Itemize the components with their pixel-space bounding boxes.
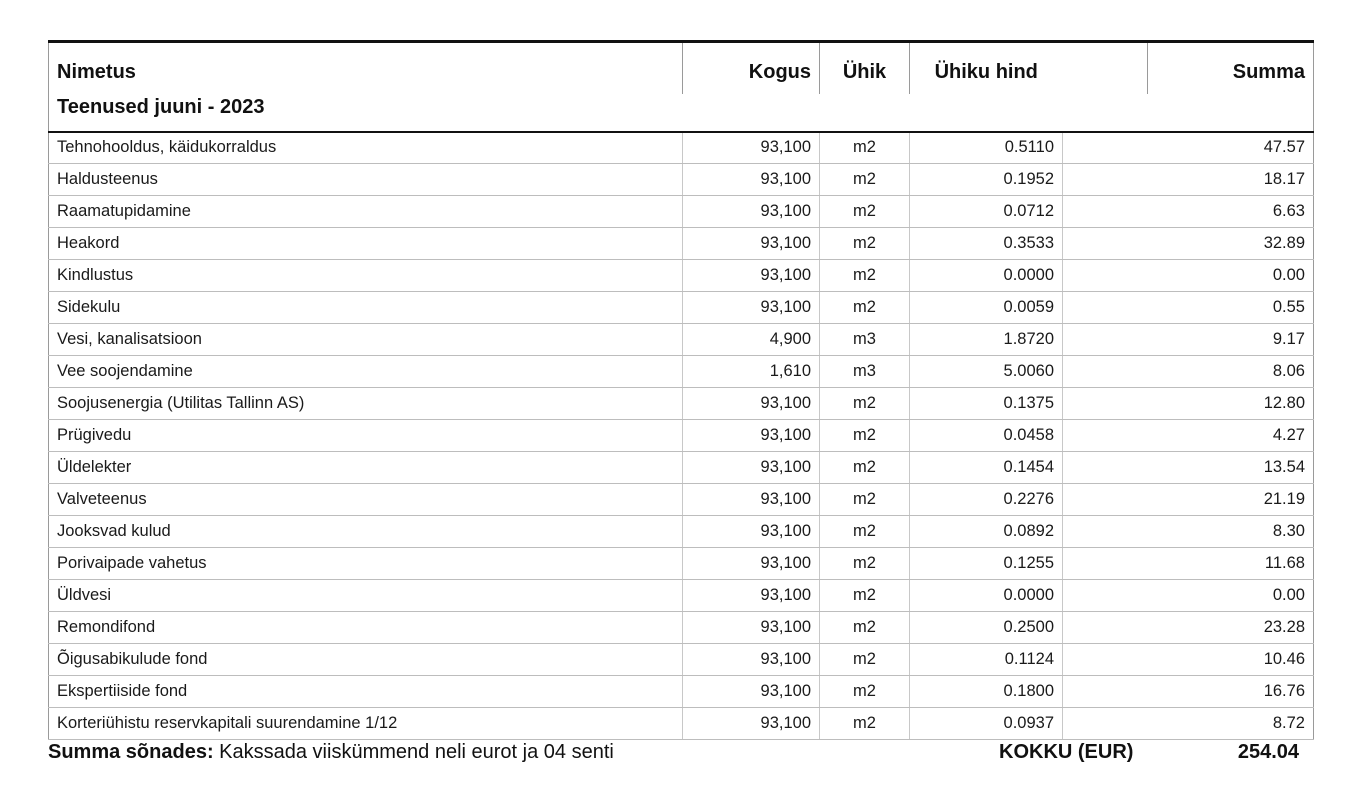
- table-row: [49, 356, 1314, 388]
- row-sum: 0.00: [1148, 580, 1314, 612]
- row-unit-price: 0.1255: [910, 548, 1063, 580]
- row-spacer: [1063, 228, 1148, 260]
- total-label: KOKKU (EUR): [999, 741, 1134, 763]
- row-unit: m2: [820, 260, 910, 292]
- row-name: Porivaipade vahetus: [49, 548, 683, 580]
- column-header-name: Nimetus: [49, 42, 683, 94]
- row-name: Prügivedu: [49, 420, 683, 452]
- row-spacer: [1063, 708, 1148, 740]
- row-unit-price: 0.1454: [910, 452, 1063, 484]
- row-unit: m2: [820, 292, 910, 324]
- row-spacer: [1063, 324, 1148, 356]
- amount-in-words-value: Kakssada viiskümmend neli eurot ja 04 senti: [219, 741, 614, 763]
- row-name: Korteriühistu reservkapitali suurendamine 1/12: [49, 708, 683, 740]
- row-quantity: 93,100: [683, 132, 820, 164]
- column-header-unit-price: Ühiku hind: [910, 42, 1063, 94]
- row-name: Vee soojendamine: [49, 356, 683, 388]
- row-quantity: 93,100: [683, 164, 820, 196]
- row-quantity: 4,900: [683, 324, 820, 356]
- section-row: [49, 94, 1314, 132]
- row-spacer: [1063, 388, 1148, 420]
- row-quantity: 93,100: [683, 676, 820, 708]
- row-unit: m2: [820, 580, 910, 612]
- row-unit-price: 0.0892: [910, 516, 1063, 548]
- row-unit: m2: [820, 644, 910, 676]
- table-row: [49, 452, 1314, 484]
- section-title: Teenused juuni - 2023: [49, 94, 1314, 132]
- row-unit: m2: [820, 196, 910, 228]
- row-unit-price: 0.1952: [910, 164, 1063, 196]
- row-spacer: [1063, 196, 1148, 228]
- row-name: Üldvesi: [49, 580, 683, 612]
- row-quantity: 93,100: [683, 388, 820, 420]
- row-spacer: [1063, 676, 1148, 708]
- row-quantity: 93,100: [683, 196, 820, 228]
- table-row: [49, 292, 1314, 324]
- row-unit: m2: [820, 484, 910, 516]
- row-unit-price: 0.0712: [910, 196, 1063, 228]
- row-sum: 10.46: [1148, 644, 1314, 676]
- table-row: [49, 420, 1314, 452]
- row-sum: 11.68: [1148, 548, 1314, 580]
- row-unit-price: 0.2500: [910, 612, 1063, 644]
- row-sum: 13.54: [1148, 452, 1314, 484]
- row-name: Jooksvad kulud: [49, 516, 683, 548]
- row-quantity: 93,100: [683, 228, 820, 260]
- row-unit: m2: [820, 228, 910, 260]
- row-spacer: [1063, 452, 1148, 484]
- row-unit: m3: [820, 324, 910, 356]
- row-unit-price: 0.1800: [910, 676, 1063, 708]
- row-name: Vesi, kanalisatsioon: [49, 324, 683, 356]
- row-spacer: [1063, 484, 1148, 516]
- row-sum: 0.55: [1148, 292, 1314, 324]
- table-row: [49, 580, 1314, 612]
- row-name: Remondifond: [49, 612, 683, 644]
- table-row: [49, 228, 1314, 260]
- table-row: [49, 708, 1314, 740]
- row-spacer: [1063, 644, 1148, 676]
- row-unit: m2: [820, 676, 910, 708]
- row-quantity: 93,100: [683, 420, 820, 452]
- row-unit-price: 0.2276: [910, 484, 1063, 516]
- row-unit-price: 0.0000: [910, 580, 1063, 612]
- row-unit-price: 0.1124: [910, 644, 1063, 676]
- row-name: Raamatupidamine: [49, 196, 683, 228]
- row-quantity: 93,100: [683, 708, 820, 740]
- row-sum: 9.17: [1148, 324, 1314, 356]
- table-row: [49, 388, 1314, 420]
- row-unit-price: 0.1375: [910, 388, 1063, 420]
- row-unit: m2: [820, 452, 910, 484]
- row-quantity: 93,100: [683, 484, 820, 516]
- row-spacer: [1063, 132, 1148, 164]
- row-spacer: [1063, 260, 1148, 292]
- row-sum: 8.72: [1148, 708, 1314, 740]
- row-sum: 32.89: [1148, 228, 1314, 260]
- row-name: Valveteenus: [49, 484, 683, 516]
- row-name: Haldusteenus: [49, 164, 683, 196]
- column-header-quantity: Kogus: [683, 42, 820, 94]
- table-row: [49, 324, 1314, 356]
- row-unit: m2: [820, 388, 910, 420]
- row-unit: m2: [820, 548, 910, 580]
- row-sum: 23.28: [1148, 612, 1314, 644]
- row-unit: m2: [820, 708, 910, 740]
- row-sum: 0.00: [1148, 260, 1314, 292]
- row-unit-price: 0.0000: [910, 260, 1063, 292]
- table-row: [49, 612, 1314, 644]
- row-spacer: [1063, 420, 1148, 452]
- table-row: [49, 516, 1314, 548]
- row-quantity: 93,100: [683, 644, 820, 676]
- row-quantity: 93,100: [683, 292, 820, 324]
- table-row: [49, 644, 1314, 676]
- total-value: 254.04: [1237, 741, 1299, 763]
- row-name: Heakord: [49, 228, 683, 260]
- row-spacer: [1063, 612, 1148, 644]
- row-name: Sidekulu: [49, 292, 683, 324]
- row-quantity: 93,100: [683, 452, 820, 484]
- row-sum: 4.27: [1148, 420, 1314, 452]
- row-unit: m2: [820, 612, 910, 644]
- table-row: [49, 548, 1314, 580]
- invoice-rows: [49, 132, 1314, 740]
- row-name: Soojusenergia (Utilitas Tallinn AS): [49, 388, 683, 420]
- invoice-table: [48, 40, 1314, 740]
- column-header-spacer: [1063, 42, 1148, 94]
- column-header-unit: Ühik: [820, 42, 910, 94]
- row-quantity: 93,100: [683, 580, 820, 612]
- row-quantity: 93,100: [683, 548, 820, 580]
- row-sum: 16.76: [1148, 676, 1314, 708]
- row-spacer: [1063, 356, 1148, 388]
- row-unit: m3: [820, 356, 910, 388]
- row-sum: 8.30: [1148, 516, 1314, 548]
- invoice: [48, 40, 1313, 740]
- row-unit-price: 0.3533: [910, 228, 1063, 260]
- invoice-footer: [48, 741, 1313, 767]
- row-sum: 21.19: [1148, 484, 1314, 516]
- row-sum: 47.57: [1148, 132, 1314, 164]
- row-unit-price: 0.0458: [910, 420, 1063, 452]
- row-unit-price: 0.0059: [910, 292, 1063, 324]
- row-unit: m2: [820, 164, 910, 196]
- row-name: Õigusabikulude fond: [49, 644, 683, 676]
- row-unit: m2: [820, 516, 910, 548]
- row-spacer: [1063, 164, 1148, 196]
- table-row: [49, 196, 1314, 228]
- row-unit-price: 5.0060: [910, 356, 1063, 388]
- row-quantity: 93,100: [683, 516, 820, 548]
- column-header-sum: Summa: [1148, 42, 1314, 94]
- table-row: [49, 676, 1314, 708]
- row-unit: m2: [820, 420, 910, 452]
- row-unit-price: 0.5110: [910, 132, 1063, 164]
- amount-in-words-label: Summa sõnades:: [48, 741, 214, 763]
- row-sum: 18.17: [1148, 164, 1314, 196]
- table-row: [49, 484, 1314, 516]
- row-spacer: [1063, 548, 1148, 580]
- table-header: [49, 42, 1314, 94]
- row-sum: 12.80: [1148, 388, 1314, 420]
- row-name: Üldelekter: [49, 452, 683, 484]
- table-row: [49, 164, 1314, 196]
- row-quantity: 93,100: [683, 612, 820, 644]
- row-sum: 6.63: [1148, 196, 1314, 228]
- row-name: Kindlustus: [49, 260, 683, 292]
- table-row: [49, 260, 1314, 292]
- row-spacer: [1063, 580, 1148, 612]
- row-name: Ekspertiiside fond: [49, 676, 683, 708]
- row-unit-price: 1.8720: [910, 324, 1063, 356]
- row-quantity: 93,100: [683, 260, 820, 292]
- row-name: Tehnohooldus, käidukorraldus: [49, 132, 683, 164]
- row-sum: 8.06: [1148, 356, 1314, 388]
- row-spacer: [1063, 292, 1148, 324]
- table-row: [49, 132, 1314, 164]
- row-unit-price: 0.0937: [910, 708, 1063, 740]
- row-spacer: [1063, 516, 1148, 548]
- row-unit: m2: [820, 132, 910, 164]
- amount-in-words: [48, 741, 614, 764]
- row-quantity: 1,610: [683, 356, 820, 388]
